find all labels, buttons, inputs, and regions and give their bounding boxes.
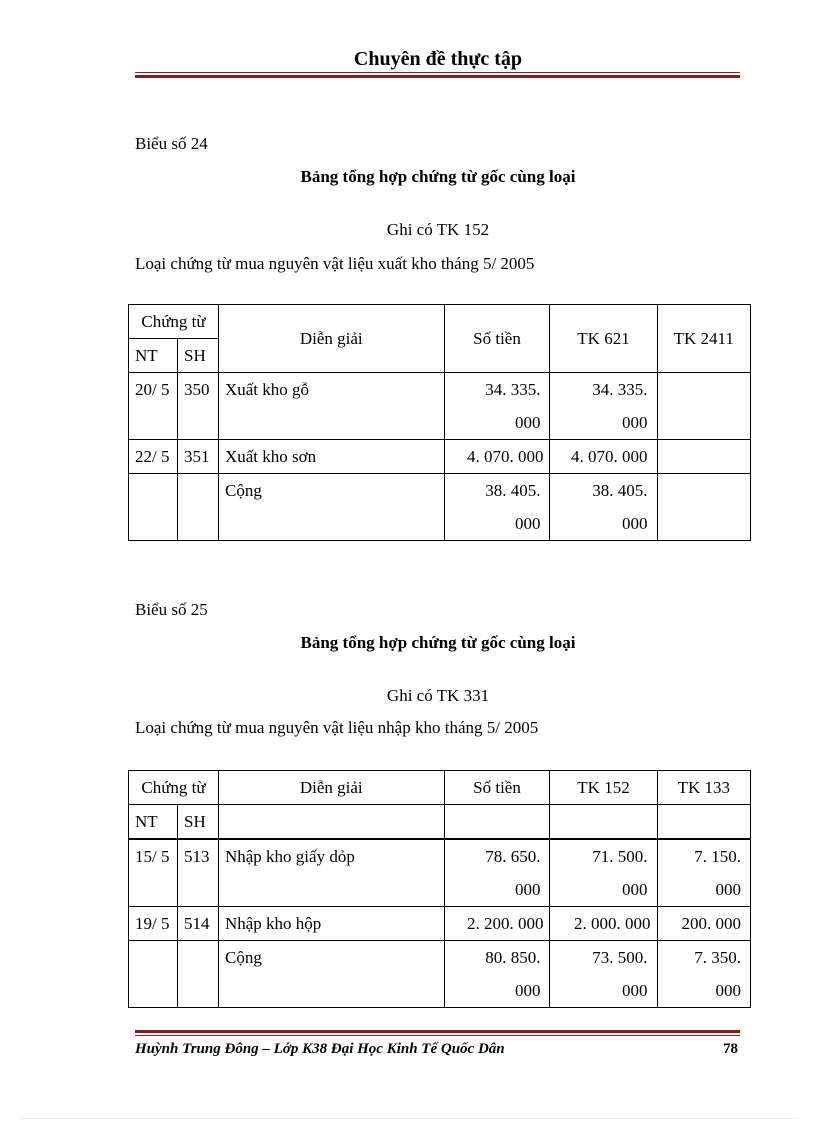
cell-nt [129, 474, 178, 541]
cell-line-1: 34. 335. [485, 380, 541, 399]
cell-line-1: 7. 150. [694, 847, 741, 866]
page-bottom-divider [20, 1118, 796, 1119]
page-header-title: Chuyên đề thực tập [353, 48, 523, 70]
cell-sh: 513 [177, 839, 218, 907]
cell-line-1: 73. 500. [592, 948, 648, 967]
cell-tk-152: 2. 000. 000 [550, 907, 657, 941]
empty-cell [550, 805, 657, 840]
cell-sh: 351 [177, 440, 218, 474]
header-sh: SH [177, 805, 218, 840]
cell-sh [177, 941, 218, 1008]
cell-dien-giai: Nhập kho giấy dỏp [218, 839, 444, 907]
table-row [129, 373, 751, 440]
cell-nt: 15/ 5 [129, 839, 178, 907]
table-2-subtitle: Ghi có TK 331 [386, 686, 490, 705]
table-2-description: Loại chứng từ mua nguyên vật liệu nhập kho tháng 5/ 2005 [135, 718, 539, 737]
header-tk-133: TK 133 [657, 771, 750, 805]
table-2-title: Bảng tổng hợp chứng từ gốc cùng loại [300, 633, 576, 652]
table-1-subtitle: Ghi có TK 152 [386, 220, 490, 239]
cell-tk-621 [550, 373, 657, 440]
header-so-tien: Số tiền [444, 305, 550, 373]
footer [135, 1041, 740, 1058]
cell-tk-133: 200. 000 [657, 907, 750, 941]
table-row-total [129, 941, 751, 1008]
header-tk-621: TK 621 [550, 305, 657, 373]
footer-rule [135, 1030, 740, 1036]
cell-tk-152 [550, 839, 657, 907]
empty-cell [444, 805, 550, 840]
table-row [129, 440, 751, 474]
header-dien-giai: Diễn giải [218, 305, 444, 373]
table-1-description: Loại chứng từ mua nguyên vật liệu xuất kho tháng 5/ 2005 [135, 254, 535, 273]
cell-dien-giai: Cộng [218, 941, 444, 1008]
header-nt: NT [129, 339, 178, 373]
cell-tk-2411 [657, 373, 750, 440]
cell-sh: 514 [177, 907, 218, 941]
cell-line-1: 38. 405. [592, 481, 648, 500]
table-row [129, 839, 751, 907]
footer-author: Huỳnh Trung Đông – Lớp K38 Đại Học Kinh Tế Quốc Dân [135, 1041, 505, 1057]
cell-tk-621 [550, 474, 657, 541]
cell-line-2: 000 [514, 514, 541, 533]
cell-line-2: 000 [622, 514, 648, 533]
cell-so-tien [444, 839, 550, 907]
cell-tk-2411 [657, 440, 750, 474]
cell-line-2: 000 [715, 981, 741, 1000]
cell-line-1: 38. 405. [485, 481, 541, 500]
cell-tk-133 [657, 941, 750, 1008]
header-sh: SH [177, 339, 218, 373]
cell-line-1: 34. 335. [592, 380, 648, 399]
header-tk-152: TK 152 [550, 771, 657, 805]
cell-nt: 20/ 5 [129, 373, 178, 440]
table-2-label: Biểu số 25 [135, 600, 208, 619]
header-nt: NT [129, 805, 178, 840]
cell-line-2: 000 [715, 880, 741, 899]
cell-tk-621: 4. 070. 000 [550, 440, 657, 474]
cell-so-tien: 2. 200. 000 [444, 907, 550, 941]
cell-sh: 350 [177, 373, 218, 440]
cell-dien-giai: Cộng [218, 474, 444, 541]
table-1 [128, 304, 751, 541]
header-rule [135, 72, 740, 78]
header-so-tien: Số tiền [444, 771, 550, 805]
cell-nt [129, 941, 178, 1008]
cell-so-tien [444, 941, 550, 1008]
cell-dien-giai: Xuất kho gỗ [218, 373, 444, 440]
cell-line-2: 000 [622, 880, 648, 899]
table-row-total [129, 474, 751, 541]
cell-line-2: 000 [622, 981, 648, 1000]
table-row [129, 907, 751, 941]
cell-line-1: 80. 850. [485, 948, 541, 967]
cell-line-1: 71. 500. [592, 847, 648, 866]
table-1-title: Bảng tổng hợp chứng từ gốc cùng loại [300, 167, 576, 186]
cell-so-tien [444, 474, 550, 541]
page-number: 78 [723, 1041, 738, 1057]
cell-line-2: 000 [514, 413, 541, 432]
cell-tk-133 [657, 839, 750, 907]
cell-nt: 19/ 5 [129, 907, 178, 941]
header-chung-tu: Chứng từ [129, 771, 219, 805]
empty-cell [218, 805, 444, 840]
empty-cell [657, 805, 750, 840]
table-2 [128, 770, 751, 1008]
cell-tk-2411 [657, 474, 750, 541]
cell-line-2: 000 [514, 981, 541, 1000]
cell-so-tien [444, 373, 550, 440]
header-tk-2411: TK 2411 [657, 305, 750, 373]
cell-line-2: 000 [622, 413, 648, 432]
cell-sh [177, 474, 218, 541]
header-chung-tu: Chứng từ [129, 305, 219, 339]
header-dien-giai: Diễn giải [218, 771, 444, 805]
cell-line-1: 7. 350. [694, 948, 741, 967]
cell-line-1: 78. 650. [485, 847, 541, 866]
cell-nt: 22/ 5 [129, 440, 178, 474]
cell-dien-giai: Xuất kho sơn [218, 440, 444, 474]
cell-tk-152 [550, 941, 657, 1008]
cell-line-2: 000 [514, 880, 541, 899]
cell-so-tien: 4. 070. 000 [444, 440, 550, 474]
table-1-label: Biểu số 24 [135, 134, 208, 153]
cell-dien-giai: Nhập kho hộp [218, 907, 444, 941]
